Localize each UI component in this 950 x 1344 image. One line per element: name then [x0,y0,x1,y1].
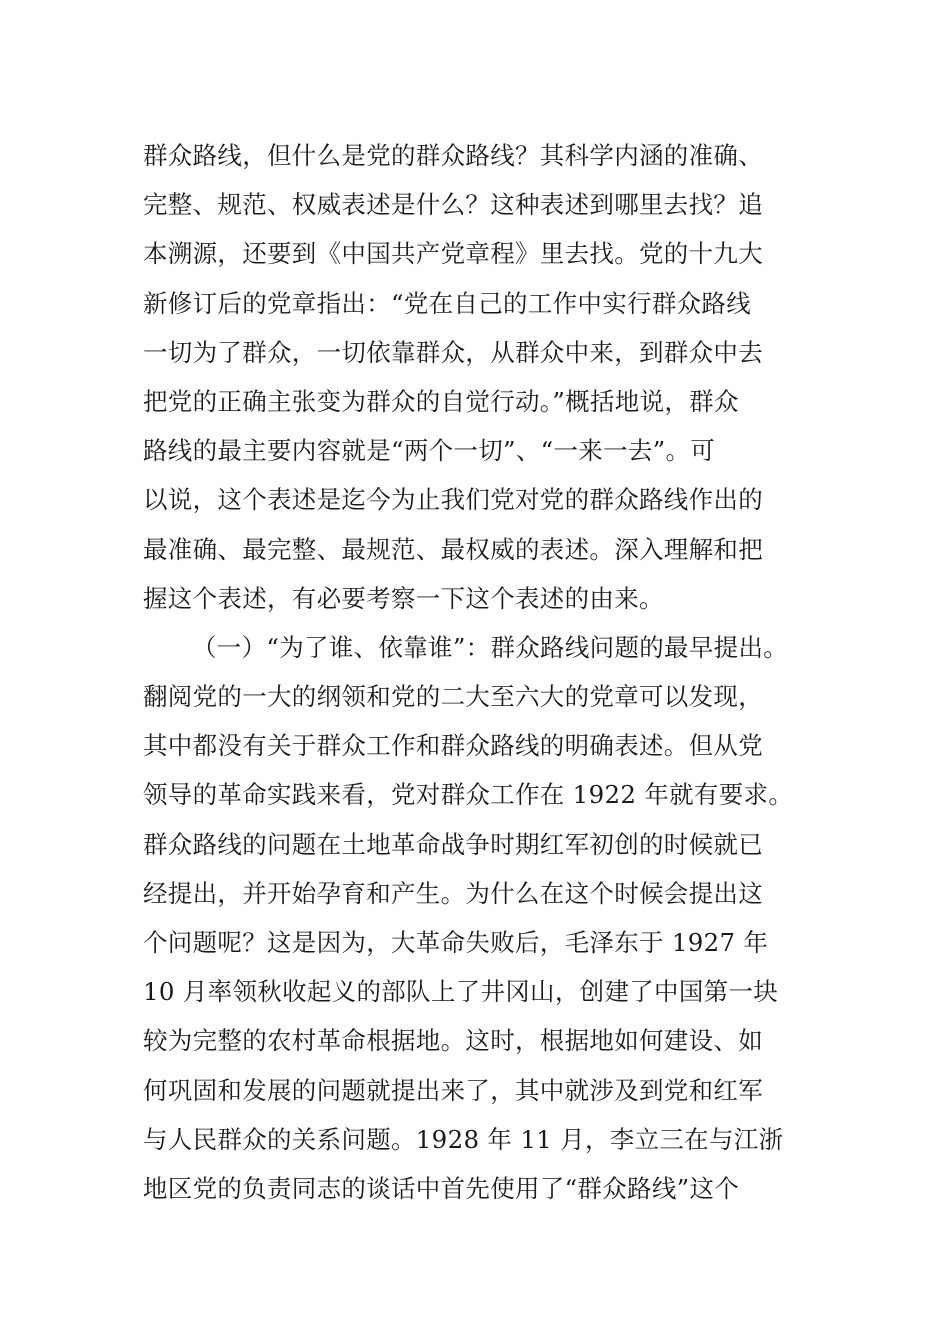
section-heading: （一）“为了谁、依靠谁”：群众路线问题的最早提出。 [192,632,789,662]
text-line: 群众路线的问题在土地革命战争时期红军初创的时候就已 [143,829,763,859]
text-line: 路线的最主要内容就是“两个一切”、“一来一去”。可 [143,436,716,466]
text-line: 翻阅党的一大的纲领和党的二大至六大的党章可以发现， [143,682,763,712]
text-line: 较为完整的农村革命根据地。这时，根据地如何建设、如 [143,1026,763,1056]
text-line: 把党的正确主张变为群众的自觉行动。”概括地说，群众 [143,386,739,416]
text-line: 经提出，并开始孕育和产生。为什么在这个时候会提出这 [143,878,763,908]
text-line: 其中都没有关于群众工作和群众路线的明确表述。但从党 [143,731,763,761]
text-line: 何巩固和发展的问题就提出来了，其中就涉及到党和红军 [143,1075,763,1105]
text-line: 个问题呢？这是因为，大革命失败后，毛泽东于 1927 年 [143,928,769,957]
body-text [143,131,833,1213]
text-line: 领导的革命实践来看，党对群众工作在 1922 年就有要求。 [143,780,794,810]
text-line: 与人民群众的关系问题。1928 年 11 月，李立三在与江浙 [143,1124,784,1154]
text-line: 最准确、最完整、最规范、最权威的表述。深入理解和把 [143,534,763,564]
text-line: 地区党的负责同志的谈话中首先使用了“群众路线”这个 [143,1173,740,1203]
text-line: 群众路线，但什么是党的群众路线？其科学内涵的准确、 [143,141,763,170]
text-line: 一切为了群众，一切依靠群众，从群众中来，到群众中去 [143,337,763,367]
text-line: 完整、规范、权威表述是什么？这种表述到哪里去找？追 [143,190,763,220]
text-line: 以说，这个表述是迄今为止我们党对党的群众路线作出的 [143,485,763,515]
text-line: 新修订后的党章指出：“党在自己的工作中实行群众路线 [143,288,752,318]
text-line: 握这个表述，有必要考察一下这个表述的由来。 [143,583,664,613]
text-line: 本溯源，还要到《中国共产党章程》里去找。党的十九大 [143,239,763,269]
text-line: 10 月率领秋收起义的部队上了井冈山，创建了中国第一块 [143,977,779,1007]
